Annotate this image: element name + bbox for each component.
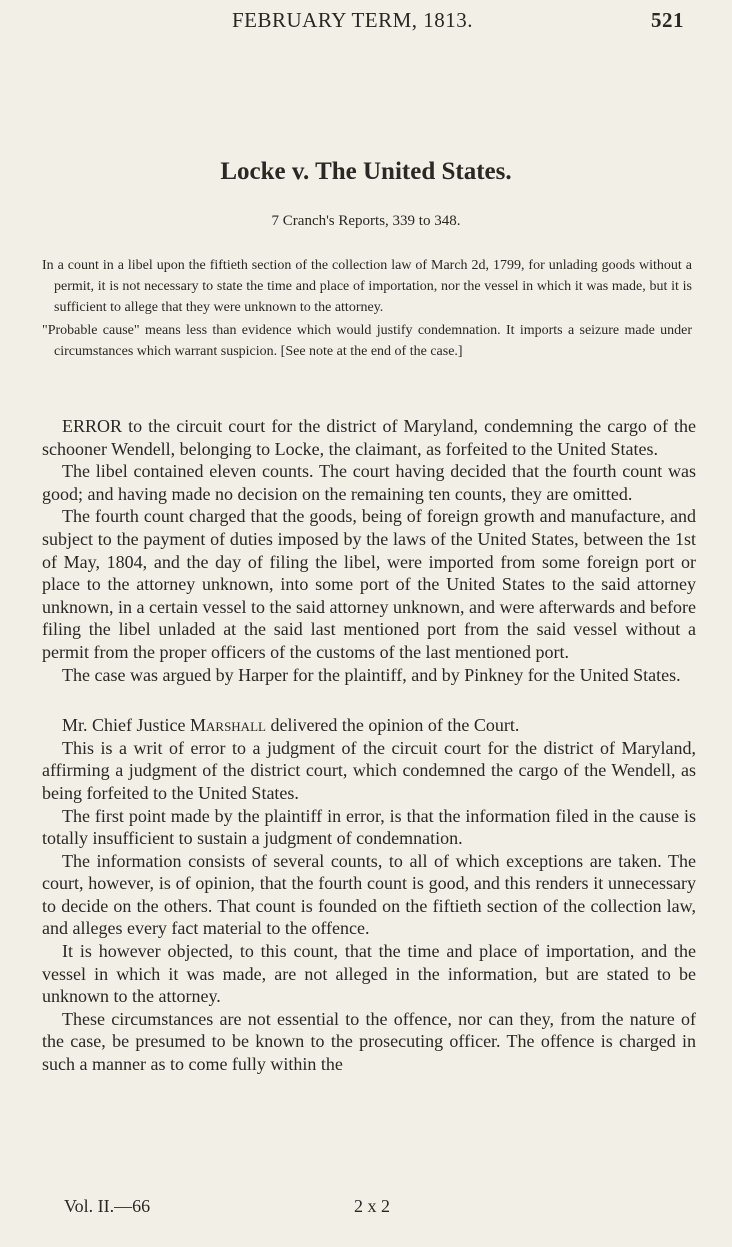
- opinion-rest: delivered the opinion of the Court.: [265, 715, 520, 736]
- opinion-lead: Mr. Chief Justice: [62, 715, 190, 736]
- body-paragraph: The libel contained eleven counts. The court having decided that the fourth count was good; and having made no decision on the remaining ten counts, they are omitted.: [42, 461, 696, 504]
- opinion-intro: [42, 714, 696, 737]
- justice-name: Marshall: [190, 715, 266, 736]
- body-paragraph: The fourth count charged that the goods, being of foreign growth and manufacture, and subject to the payment of duties imposed by the laws of the United States, between the 1st of May, 1804, and the day of filing the libel, were imported from some foreign port or place to the attorney unknown, into some port of the United States to the said attorney unknown, in a certain vessel to the said attorney unknown, and were afterwards and before filing the libel unladed at the said last mentioned port from the said vessel without a permit from the proper officers of the customs of the last mentioned port.: [42, 506, 696, 662]
- case-title: Locke v. The United States.: [220, 158, 512, 185]
- syllabus-point: "Probable cause" means less than evidence which would justify condemnation. It imports a seizure made under circumstances which warrant suspicion. [See note at the end of the case.]: [42, 323, 692, 359]
- term-heading: FEBRUARY TERM, 1813.: [232, 8, 474, 32]
- case-citation: 7 Cranch's Reports, 339 to 348.: [271, 213, 461, 229]
- body-paragraph: The first point made by the plaintiff in error, is that the information filed in the cause is totally insufficient to sustain a judgment of condemnation.: [42, 805, 696, 849]
- volume-mark: Vol. II.—66: [64, 1196, 151, 1216]
- body-paragraph: The case was argued by Harper for the plaintiff, and by Pinkney for the United States.: [62, 664, 681, 685]
- body-paragraph: The information consists of several counts, to all of which exceptions are taken. The court, however, is of opinion, that the fourth count is good, and this renders it unnecessary to decide on the others. That count is founded on the fiftieth section of the collection law, and alleges every fact material to the offence.: [42, 850, 696, 939]
- syllabus-point: In a count in a libel upon the fiftieth section of the collection law of March 2d, 1799, for unlading goods without a permit, it is not necessary to state the time and place of importation, nor the vessel in which it was made, but it is sufficient to allege that they were unknown to the attorney.: [42, 258, 692, 315]
- case-body: [42, 415, 696, 1076]
- body-paragraph: It is however objected, to this count, that the time and place of importation, and the vessel in which it was made, are not alleged in the information, but are stated to be unknown to the attorney.: [42, 941, 696, 1007]
- page-number: 521: [651, 8, 684, 32]
- page-footer: [0, 1196, 732, 1220]
- section-gap: [42, 686, 696, 714]
- body-paragraph: This is a writ of error to a judgment of the circuit court for the district of Maryland, affirming a judgment of the district court, which condemned the cargo of the Wendell, as being forfeited to the United States.: [42, 737, 696, 803]
- body-paragraph: ERROR to the circuit court for the district of Maryland, condemning the cargo of the schooner Wendell, belonging to Locke, the claimant, as forfeited to the United States.: [42, 416, 696, 459]
- body-paragraph: These circumstances are not essential to the offence, nor can they, from the nature of the case, be presumed to be known to the prosecuting officer. The offence is charged in such a manner as to come fully within the: [42, 1008, 696, 1075]
- syllabus: [40, 255, 692, 364]
- signature-mark: 2 x 2: [354, 1196, 390, 1216]
